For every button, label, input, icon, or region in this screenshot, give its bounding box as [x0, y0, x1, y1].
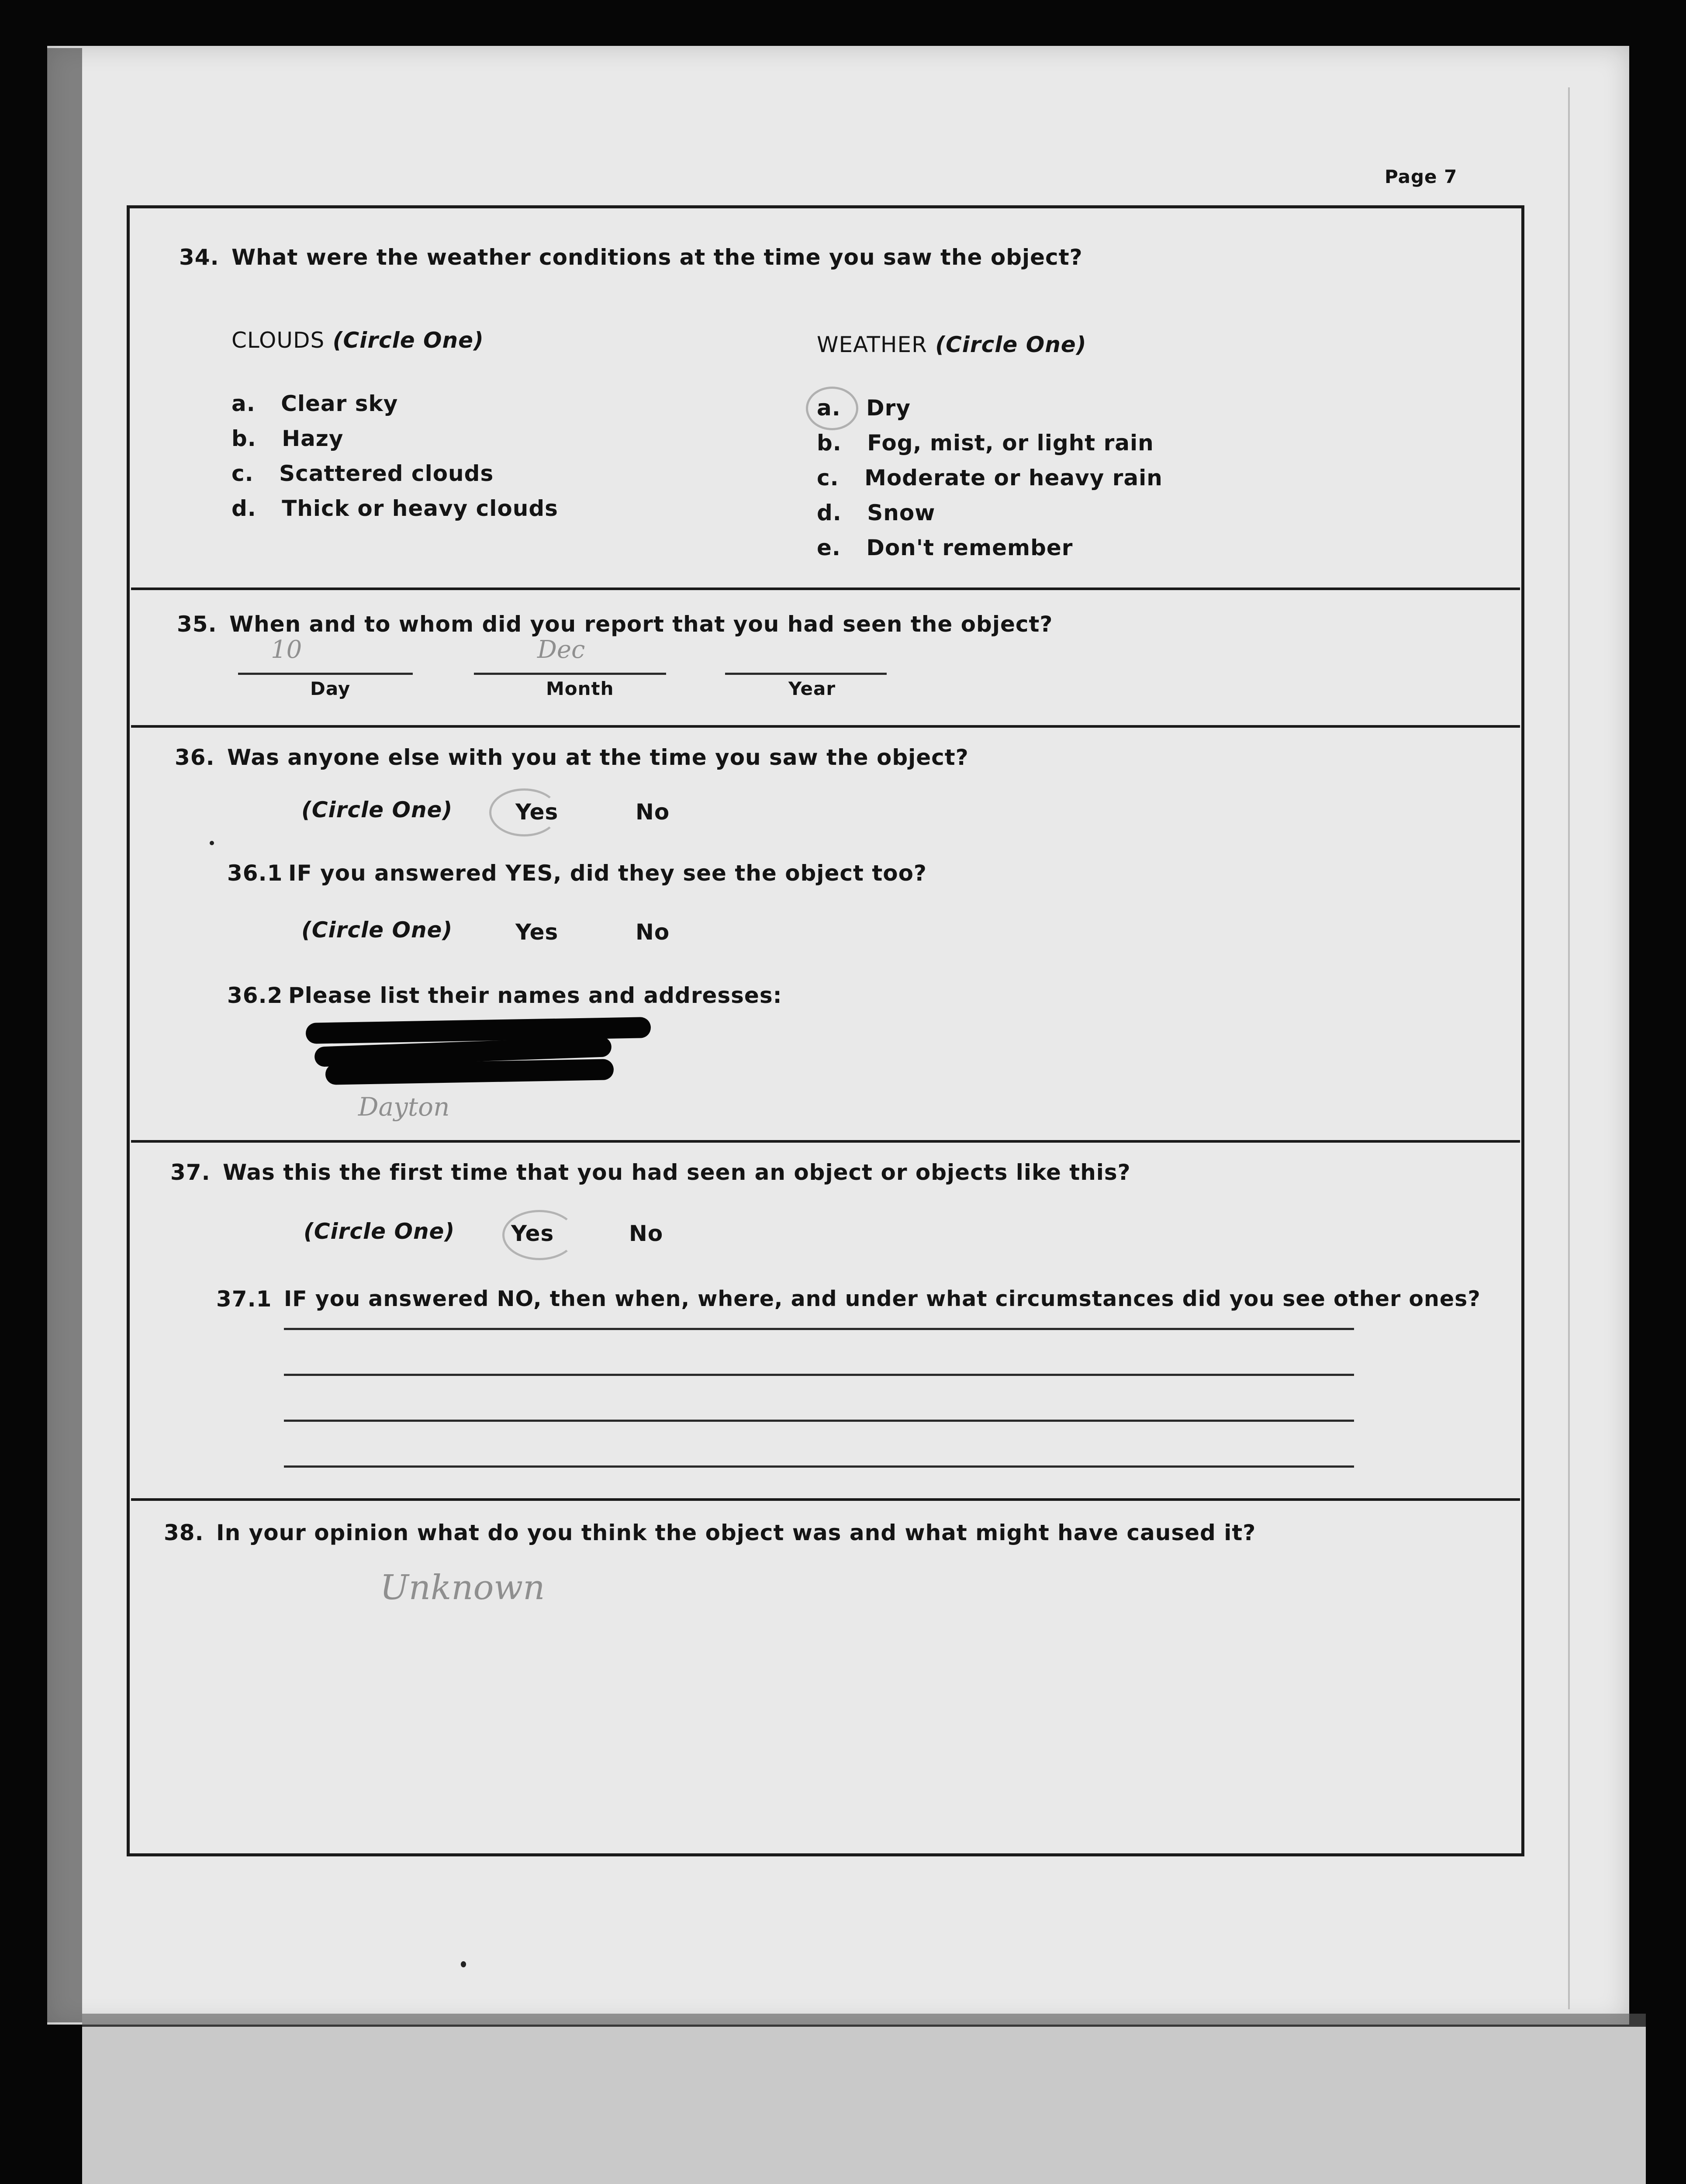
weather-heading-text: WEATHER	[817, 332, 927, 357]
day-line[interactable]	[238, 673, 413, 675]
divider-37-38	[131, 1498, 1520, 1501]
q38-number: 38.	[164, 1520, 204, 1545]
day-label: Day	[310, 678, 351, 699]
option-letter: c.	[817, 465, 839, 491]
q37-yes[interactable]: Yes	[511, 1221, 554, 1246]
weather-option-e[interactable]	[817, 535, 1073, 560]
month-line[interactable]	[474, 673, 666, 675]
q36-1-no[interactable]: No	[636, 919, 670, 945]
option-letter: c.	[231, 461, 254, 486]
sheet-fold-line	[1568, 87, 1570, 2009]
divider-34-35	[131, 587, 1520, 590]
option-text: Moderate or heavy rain	[864, 465, 1163, 491]
divider-36-37	[131, 1140, 1520, 1143]
weather-hint: (Circle One)	[935, 332, 1087, 357]
answer-line[interactable]	[284, 1328, 1354, 1330]
q37-1-number: 37.1	[216, 1286, 272, 1312]
clouds-option-d[interactable]	[231, 496, 558, 521]
sheet-left-edge-shadow	[47, 48, 82, 2022]
weather-option-d[interactable]	[817, 500, 935, 525]
answer-line[interactable]	[284, 1374, 1354, 1376]
month-label: Month	[546, 678, 614, 699]
backing-board	[82, 2027, 1646, 2184]
page-label: Page 7	[1385, 166, 1458, 187]
handwritten-answer: Unknown	[380, 1568, 545, 1607]
speck	[461, 1961, 466, 1967]
q36-number: 36.	[175, 745, 215, 770]
clouds-heading-text: CLOUDS	[231, 328, 325, 353]
q37-hint: (Circle One)	[304, 1219, 455, 1244]
q36-1-hint: (Circle One)	[301, 917, 453, 943]
q37-question: Was this the first time that you had seen an object or objects like this?	[223, 1160, 1131, 1185]
q38-question: In your opinion what do you think the object was and what might have caused it?	[216, 1520, 1256, 1545]
weather-option-c[interactable]	[817, 465, 1163, 491]
q37-no[interactable]: No	[629, 1221, 663, 1246]
month-handwritten: Dec	[537, 636, 585, 664]
weather-heading	[817, 332, 1087, 357]
option-letter: d.	[817, 500, 842, 525]
weather-option-b[interactable]	[817, 430, 1154, 456]
clouds-option-a[interactable]	[231, 391, 398, 416]
option-letter: e.	[817, 535, 841, 560]
q34-question: What were the weather conditions at the time you saw the object?	[231, 245, 1083, 270]
clouds-hint: (Circle One)	[332, 328, 484, 353]
speck	[210, 841, 214, 845]
q34-number: 34.	[179, 245, 219, 270]
option-text: Don't remember	[866, 535, 1073, 560]
clouds-option-c[interactable]	[231, 461, 494, 486]
weather-option-a[interactable]	[817, 395, 911, 421]
option-letter: d.	[231, 496, 256, 521]
year-label: Year	[788, 678, 836, 699]
q36-1-number: 36.1	[227, 860, 283, 886]
scratch-marks	[61, 2167, 183, 2184]
option-text: Thick or heavy clouds	[282, 496, 558, 521]
clouds-option-b[interactable]	[231, 426, 344, 451]
q36-question: Was anyone else with you at the time you saw the object?	[227, 745, 969, 770]
handwritten-city: Dayton	[358, 1092, 450, 1122]
option-text: Scattered clouds	[279, 461, 494, 486]
q36-2-question: Please list their names and addresses:	[288, 983, 782, 1008]
option-text: Hazy	[282, 426, 344, 451]
option-letter: a.	[817, 395, 841, 421]
clouds-heading	[231, 328, 484, 353]
q36-1-yes[interactable]: Yes	[515, 919, 559, 945]
q36-hint: (Circle One)	[301, 797, 453, 822]
divider-35-36	[131, 725, 1520, 728]
q37-1-question: IF you answered NO, then when, where, and under what circumstances did you see other ones?	[284, 1286, 1481, 1311]
q36-2-number: 36.2	[227, 983, 283, 1008]
day-handwritten: 10	[271, 636, 302, 664]
option-text: Snow	[867, 500, 936, 525]
q35-number: 35.	[177, 612, 217, 637]
year-line[interactable]	[725, 673, 887, 675]
option-letter: b.	[231, 426, 256, 451]
answer-line[interactable]	[284, 1420, 1354, 1422]
answer-line[interactable]	[284, 1465, 1354, 1468]
option-text: Clear sky	[281, 391, 398, 416]
q36-no[interactable]: No	[636, 799, 670, 825]
q36-1-question: IF you answered YES, did they see the object too?	[288, 860, 927, 886]
q35-question: When and to whom did you report that you had seen the object?	[229, 612, 1053, 637]
q37-number: 37.	[170, 1160, 211, 1185]
option-letter: b.	[817, 430, 842, 456]
option-letter: a.	[231, 391, 256, 416]
q36-yes[interactable]: Yes	[515, 799, 559, 825]
option-text: Dry	[866, 395, 911, 421]
option-text: Fog, mist, or light rain	[867, 430, 1154, 456]
